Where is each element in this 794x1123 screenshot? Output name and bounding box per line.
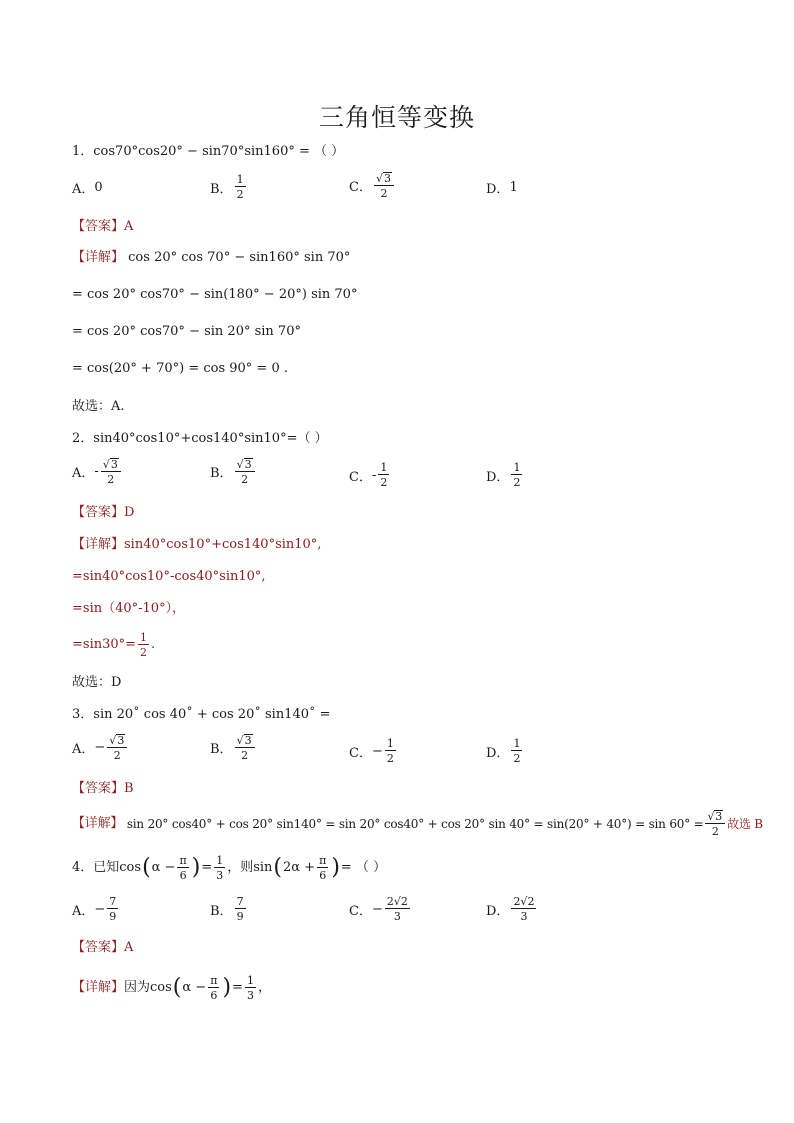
numerator: 7	[109, 895, 117, 908]
sign: −	[371, 901, 383, 917]
numerator: 1	[140, 631, 148, 644]
solution-step: =sin（40°-10°），	[72, 601, 186, 616]
denominator: 2	[241, 749, 249, 762]
detail-tag: 【详解】	[72, 815, 124, 831]
answer-tag: 【答案】	[72, 219, 125, 234]
paren-right: )	[222, 975, 232, 1000]
question-text: sin40°cos10°+cos140°sin10°=（ ）	[93, 431, 328, 446]
detail-line	[72, 248, 350, 268]
detail-tag: 【详解】	[72, 537, 125, 552]
option-b	[210, 174, 248, 200]
option-label: B．	[210, 903, 233, 919]
denominator: 2	[236, 188, 244, 201]
option-b	[210, 458, 257, 485]
sign: −	[94, 901, 106, 917]
denominator: 9	[236, 910, 244, 923]
detail-tag: 【详解】	[72, 980, 125, 995]
fraction	[511, 738, 522, 764]
fraction	[385, 738, 396, 764]
fraction	[177, 855, 188, 881]
expr-text: =	[201, 860, 213, 875]
paren-left: (	[172, 975, 182, 1000]
answer-tag: 【答案】	[72, 781, 125, 796]
expr-text: = （ ）	[340, 860, 387, 875]
option-a	[72, 178, 103, 197]
denominator: 2	[380, 476, 388, 489]
fraction	[214, 855, 225, 881]
paren-left: (	[273, 855, 282, 880]
detail-line	[72, 535, 321, 555]
radicand: 3	[715, 810, 723, 823]
numerator: π	[319, 854, 327, 867]
fraction	[705, 810, 725, 837]
numerator: 1	[380, 461, 388, 474]
denominator: 2	[241, 473, 249, 486]
solution-step: sin 20° cos40° + cos 20° sin140° = sin 20° cos40° + cos 20° sin 40° = sin(20° + 40°) = sin 60° =	[126, 816, 704, 831]
numerator: 7	[236, 895, 244, 908]
option-a	[72, 896, 120, 922]
answer-tag: 【答案】	[72, 940, 125, 955]
detail-line	[72, 975, 271, 1001]
option-label: C．	[349, 180, 372, 195]
solution-step: = cos 20° cos70° − sin 20° sin 70°	[72, 324, 301, 339]
question-number: 3．	[72, 707, 94, 722]
expr-text: =	[232, 980, 243, 995]
solution-step: sin40°cos10°+cos140°sin10°,	[124, 537, 322, 552]
answer-line	[72, 217, 133, 237]
fraction	[374, 172, 394, 199]
fraction	[101, 458, 121, 485]
page-title: 三角恒等变换	[318, 103, 475, 132]
fraction	[138, 632, 149, 658]
question-2-stem	[72, 429, 328, 449]
denominator: 9	[109, 910, 117, 923]
option-label: C．	[349, 903, 372, 919]
solution-step: 因为cos	[124, 980, 172, 995]
option-label: D．	[486, 903, 510, 919]
question-text: sin 20˚ cos 40˚ + cos 20˚ sin140˚ =	[93, 707, 331, 722]
fraction	[235, 896, 246, 922]
question-number: 4．	[72, 860, 94, 875]
solution-step: =sin40°cos10°-cos40°sin10°,	[72, 569, 266, 584]
radicand: 3	[383, 172, 391, 185]
numerator: 1	[386, 737, 394, 750]
solution-step: cos 20° cos 70° − sin160° sin 70°	[128, 250, 351, 265]
denominator: 2	[380, 187, 388, 200]
question-3-stem	[72, 705, 331, 725]
denominator: 3	[393, 910, 401, 923]
numerator: 1	[513, 737, 521, 750]
numerator: √ 3	[101, 458, 121, 472]
numerator: 1	[216, 854, 224, 867]
answer-line	[72, 503, 134, 523]
sign: −	[371, 743, 383, 759]
radicand: 3	[110, 458, 118, 471]
sign: -	[371, 467, 377, 483]
option-label: D．	[486, 182, 510, 197]
numerator: 2√2	[513, 895, 535, 908]
denominator: 3	[216, 869, 224, 882]
paren-right: )	[191, 855, 201, 880]
denominator: 3	[520, 910, 528, 923]
solution-step: = cos 20° cos70° − sin(180° − 20°) sin 70°	[72, 287, 358, 302]
option-label: D．	[486, 469, 510, 485]
fraction	[107, 896, 118, 922]
denominator: 2	[107, 473, 115, 486]
answer-value: B	[124, 781, 134, 796]
step-text: =sin30°=	[72, 637, 137, 652]
question-text: cos70°cos20° − sin70°sin160° = （ ）	[93, 144, 345, 159]
option-d	[486, 178, 518, 197]
sign: −	[94, 740, 106, 755]
option-label: B．	[210, 181, 233, 197]
expr-text: α −	[182, 980, 207, 995]
option-label: B．	[210, 742, 233, 757]
question-1-stem	[72, 142, 344, 162]
solution-step: = cos(20° + 70°) = cos 90° = 0 .	[72, 361, 288, 376]
fraction	[245, 975, 256, 1001]
option-value: 0	[94, 180, 103, 195]
fraction	[107, 734, 127, 761]
option-label: C．	[349, 469, 372, 485]
fraction	[208, 975, 219, 1001]
fraction	[235, 174, 246, 200]
expr-text: α −	[151, 860, 176, 875]
numerator: 1	[246, 974, 254, 987]
fraction	[235, 458, 255, 485]
answer-line	[72, 779, 134, 799]
denominator: 2	[711, 825, 719, 838]
option-label: C．	[349, 745, 372, 761]
answer-tag: 【答案】	[72, 505, 125, 520]
expr-text: 2α +	[283, 860, 316, 875]
answer-value: A	[124, 219, 134, 234]
solution-step	[72, 632, 155, 658]
numerator: π	[179, 854, 187, 867]
numerator: 1	[513, 461, 521, 474]
fraction	[511, 896, 536, 922]
option-label: A．	[72, 742, 95, 757]
denominator: 2	[386, 752, 394, 765]
answer-value: D	[124, 505, 135, 520]
option-label: B．	[210, 466, 233, 481]
question-number: 2．	[72, 431, 94, 446]
option-a	[72, 734, 129, 761]
detail-line	[72, 810, 763, 837]
option-d	[486, 738, 524, 764]
fraction	[235, 734, 255, 761]
paren-left: (	[142, 855, 151, 880]
numerator: π	[210, 974, 218, 987]
numerator: √ 3	[705, 810, 725, 824]
option-value: 1	[509, 180, 518, 195]
option-label: D．	[486, 745, 510, 761]
option-b	[210, 734, 257, 761]
numerator: 2√2	[386, 895, 408, 908]
fraction	[511, 462, 522, 488]
expr-text: ，	[257, 980, 271, 995]
radicand: 3	[117, 734, 125, 747]
option-c	[349, 738, 398, 764]
option-label: A．	[72, 903, 95, 919]
denominator: 6	[179, 869, 187, 882]
numerator: √ 3	[374, 172, 394, 186]
option-b	[210, 896, 248, 922]
option-a	[72, 458, 123, 485]
answer-value: A	[124, 940, 134, 955]
choose-text: 故选 B	[727, 816, 763, 831]
denominator: 2	[513, 476, 521, 489]
answer-line	[72, 938, 133, 958]
option-c	[349, 462, 391, 488]
option-c	[349, 896, 412, 922]
denominator: 2	[113, 749, 121, 762]
option-d	[486, 896, 538, 922]
fraction	[317, 855, 328, 881]
numerator: √ 3	[235, 734, 255, 748]
expr-text: ，则sin	[227, 860, 273, 875]
choose-line: 故选：A.	[72, 399, 125, 414]
denominator: 2	[140, 646, 148, 659]
numerator: 1	[236, 173, 244, 186]
question-text: 已知cos	[93, 860, 142, 875]
option-label: A．	[72, 466, 95, 481]
sign: -	[94, 464, 99, 479]
denominator: 2	[513, 752, 521, 765]
option-label: A．	[72, 182, 95, 197]
radicand: 3	[244, 458, 252, 471]
detail-tag: 【详解】	[72, 250, 125, 265]
option-c	[349, 172, 396, 199]
numerator: √ 3	[107, 734, 127, 748]
question-4-stem	[72, 855, 386, 881]
step-text: .	[151, 637, 156, 652]
fraction	[385, 896, 410, 922]
question-number: 1．	[72, 144, 94, 159]
choose-line: 故选：D	[72, 675, 122, 690]
option-d	[486, 462, 524, 488]
paren-right: )	[331, 855, 340, 880]
denominator: 3	[246, 989, 254, 1002]
denominator: 6	[319, 869, 327, 882]
denominator: 6	[210, 989, 218, 1002]
radicand: 3	[244, 734, 252, 747]
fraction	[378, 462, 389, 488]
numerator: √ 3	[235, 458, 255, 472]
